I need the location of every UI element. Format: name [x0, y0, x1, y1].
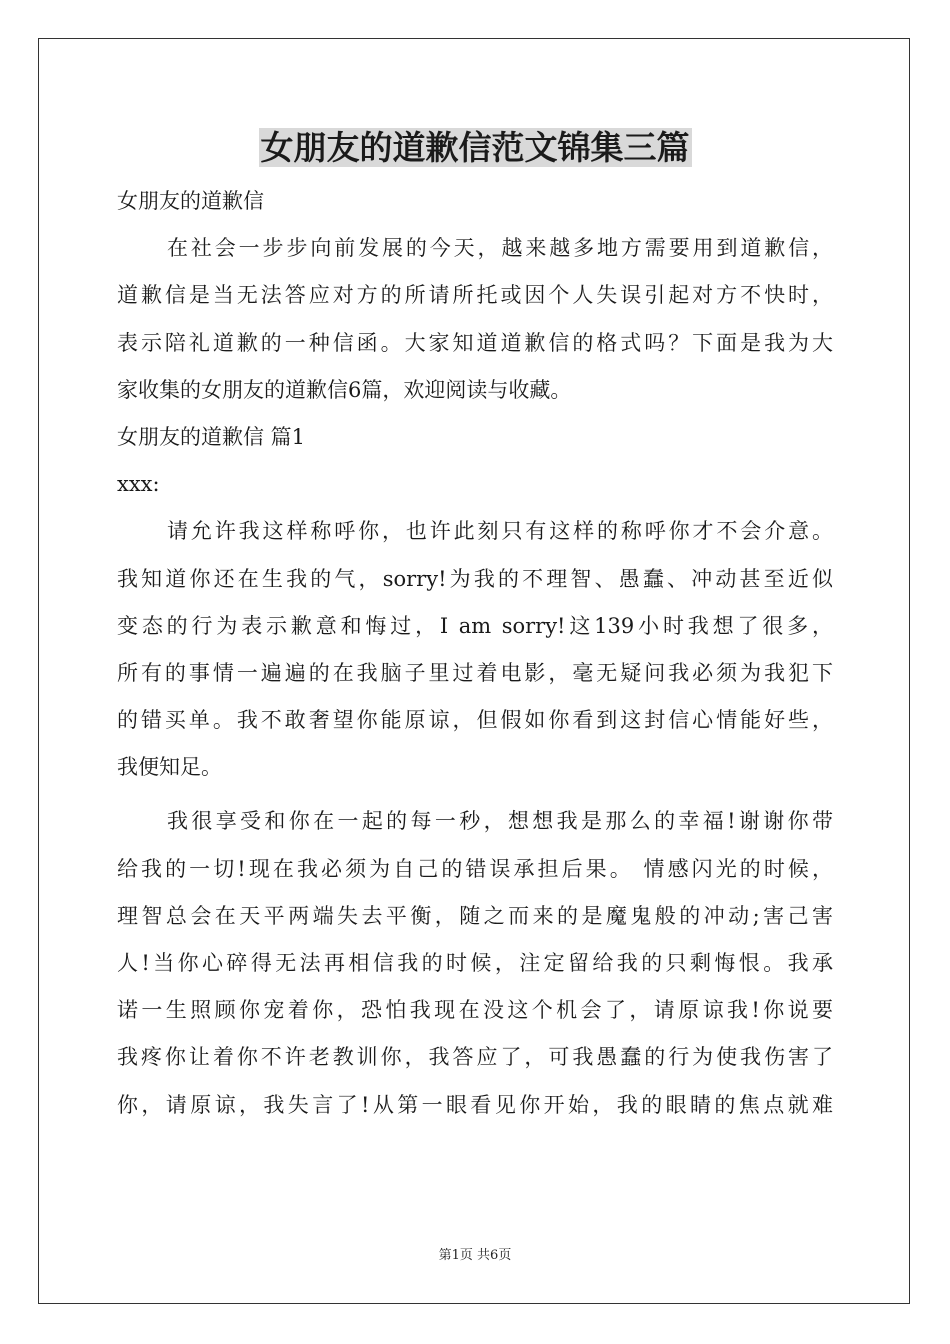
- text-line: 请允许我这样称呼你，也许此刻只有这样的称呼你才不会介意。: [167, 519, 833, 544]
- text-line: 我便知足。: [117, 755, 222, 780]
- text-line: 给我的一切!现在我必须为自己的错误承担后果。 情感闪光的时候，: [117, 856, 833, 881]
- text-line: 我很享受和你在一起的每一秒，想想我是那么的幸福!谢谢你带: [167, 809, 833, 834]
- text-line: 诺一生照顾你宠着你，恐怕我现在没这个机会了，请原谅我!你说要: [117, 998, 833, 1023]
- text-line: 表示陪礼道歉的一种信函。大家知道道歉信的格式吗？下面是我为大: [117, 330, 833, 355]
- text-line: 我疼你让着你不许老教训你，我答应了，可我愚蠢的行为使我伤害了: [117, 1045, 833, 1070]
- text-line: 女朋友的道歉信 篇1: [117, 424, 306, 449]
- text-line: 我知道你还在生我的气，sorry!为我的不理智、愚蠢、冲动甚至近似: [117, 566, 833, 591]
- document-body: [117, 178, 833, 1129]
- text-line: 家收集的女朋友的道歉信6篇，欢迎阅读与收藏。: [117, 377, 572, 402]
- text-line: 人!当你心碎得无法再相信我的时候，注定留给我的只剩悔恨。我承: [117, 951, 833, 975]
- document-title: [0, 126, 950, 170]
- text-line: 理智总会在天平两端失去平衡，随之而来的是魔鬼般的冲动;害己害: [117, 903, 833, 928]
- text-line: xxx:: [117, 472, 160, 497]
- text-line: 你，请原谅，我失言了!从第一眼看见你开始，我的眼睛的焦点就难: [117, 1092, 833, 1117]
- document-title-text: 女朋友的道歉信范文锦集三篇: [260, 128, 690, 167]
- text-line: 变态的行为表示歉意和悔过，I am sorry!这139小时我想了很多，: [117, 613, 833, 638]
- text-line: 的错买单。我不敢奢望你能原谅，但假如你看到这封信心情能好些，: [117, 708, 833, 733]
- text-line: 女朋友的道歉信: [117, 189, 264, 213]
- paragraph-gap: [117, 791, 833, 798]
- text-line: 所有的事情一遍遍的在我脑子里过着电影，毫无疑问我必须为我犯下: [117, 660, 833, 685]
- page-footer: 第1页 共6页: [438, 1248, 512, 1263]
- text-line: 道歉信是当无法答应对方的所请所托或因个人失误引起对方不快时，: [117, 283, 833, 308]
- text-line: 在社会一步步向前发展的今天，越来越多地方需要用到道歉信，: [167, 236, 833, 261]
